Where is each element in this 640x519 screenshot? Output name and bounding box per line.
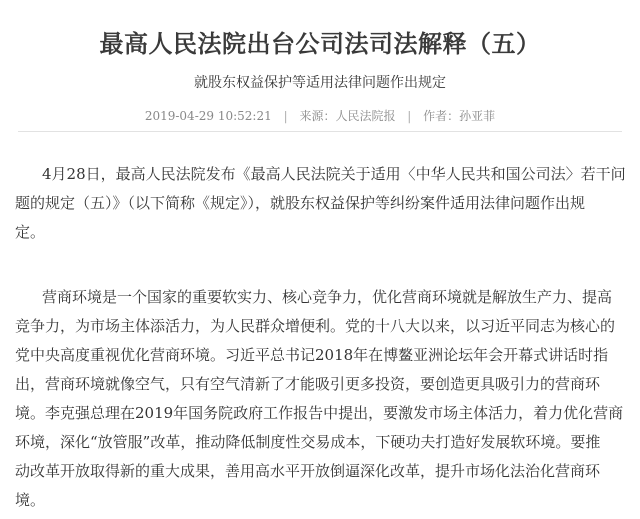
paragraph-line: 境。李克强总理在2019年国务院政府工作报告中提出，要激发市场主体活力，着力优化营商: [15, 404, 624, 422]
paragraph-line: 竞争力，为市场主体添活力，为人民群众增便利。党的十八大以来，以习近平同志为核心的: [15, 317, 616, 335]
meta-separator: |: [407, 109, 412, 123]
paragraph-line: 题的规定（五）》（以下简称《规定》），就股东权益保护等纠纷案件适用法律问题作出规: [15, 194, 586, 212]
paragraph-line: 党中央高度重视优化营商环境。习近平总书记2018年在博鳌亚洲论坛年会开幕式讲话时指: [15, 346, 609, 364]
publish-datetime: 2019-04-29 10:52:21: [144, 109, 272, 123]
article-source: 来源：人民法院报: [299, 109, 396, 123]
article-paragraph-1: [0, 160, 640, 247]
article-paragraph-2: [0, 283, 640, 515]
article-subtitle: 就股东权益保护等适用法律问题作出规定: [194, 75, 446, 91]
article-author: 作者：孙亚菲: [423, 109, 496, 123]
paragraph-line: 出，营商环境就像空气，只有空气清新了才能吸引更多投资，要创造更具吸引力的营商环: [15, 375, 601, 393]
header-divider: [18, 131, 622, 132]
meta-separator: |: [283, 109, 288, 123]
paragraph-line: 动改革开放取得新的重大成果，善用高水平开放倒逼深化改革，提升市场化法治化营商环: [15, 462, 601, 480]
paragraph-line: 环境，深化“放管服”改革，推动降低制度性交易成本，下硬功夫打造好发展软环境。要推: [15, 433, 601, 451]
article-meta: [0, 107, 640, 124]
paragraph-line: 境。: [15, 491, 46, 509]
paragraph-line: 定。: [15, 223, 46, 241]
article-title: 最高人民法院出台公司法司法解释（五）: [99, 30, 541, 58]
paragraph-line: 营商环境是一个国家的重要软实力、核心竞争力，优化营商环境就是解放生产力、提高: [42, 288, 613, 306]
paragraph-line: 4月28日，最高人民法院发布《最高人民法院关于适用〈中华人民共和国公司法〉若干问: [42, 165, 626, 183]
